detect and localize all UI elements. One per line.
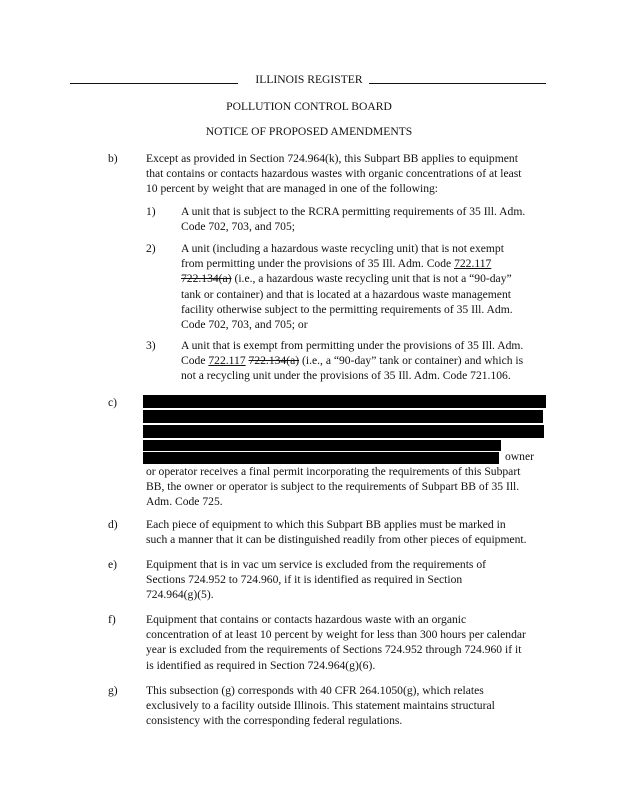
item-c-line: BB, the owner or operator is subject to the requirements of Subpart BB of 35 Ill.	[146, 480, 520, 494]
item-b2-line: tank or container) and that is located at a hazardous waste management	[181, 287, 511, 301]
item-d-line: Each piece of equipment to which this Subpart BB applies must be marked in	[146, 518, 506, 531]
item-d-text	[146, 517, 527, 547]
item-b2-line	[181, 271, 513, 286]
item-f-line: Equipment that contains or contacts hazardous waste with an organic	[146, 613, 467, 626]
item-b3-line2-post: (i.e., a “90-day” tank or container) and which is	[299, 354, 524, 368]
item-b1-text	[181, 204, 525, 234]
item-b2-line	[181, 256, 513, 271]
item-b1-line: A unit that is subject to the RCRA permitting requirements of 35 Ill. Adm.	[181, 205, 526, 218]
item-b-line: that contains or contacts hazardous wastes with organic concentrations of at least	[146, 167, 522, 181]
item-f-text	[146, 612, 526, 673]
item-b-text	[146, 151, 522, 197]
item-g-label: g)	[108, 684, 118, 697]
item-b3-line	[181, 353, 523, 368]
item-b3-line: A unit that is exempt from permitting under the provisions of 35 Ill. Adm.	[181, 339, 524, 352]
redaction-bar	[143, 395, 546, 408]
item-c-line5-tail: owner	[505, 450, 534, 463]
item-b3-line: not a recycling unit under the provisions of 35 Ill. Adm. Code 721.106.	[181, 369, 511, 383]
item-g-text	[146, 683, 495, 729]
item-d-line: such a manner that it can be distinguished readily from other pieces of equipment.	[146, 533, 527, 547]
item-b1-line: Code 702, 703, and 705;	[181, 220, 295, 234]
item-b2-line: facility otherwise subject to the permitting requirements of 35 Ill. Adm.	[181, 302, 513, 316]
item-c-text	[146, 464, 520, 510]
item-b2-line: A unit (including a hazardous waste recycling unit) that is not exempt	[181, 242, 504, 255]
item-f-line: concentration of at least 10 percent by weight for less than 300 hours per calendar	[146, 628, 526, 642]
item-d-label: d)	[108, 518, 118, 531]
item-g-line: This subsection (g) corresponds with 40 CFR 264.1050(g), which relates	[146, 684, 484, 697]
item-c-label: c)	[108, 396, 118, 409]
item-b2-line3-post: (i.e., a hazardous waste recycling unit that is not a “90-day”	[231, 272, 512, 286]
item-c-line: Adm. Code 725.	[146, 495, 223, 509]
item-e-label: e)	[108, 558, 118, 571]
register-title: ILLINOIS REGISTER	[255, 73, 363, 86]
item-b2-line: Code 702, 703, and 705; or	[181, 317, 308, 331]
deleted-text: 722.134(a)	[248, 354, 300, 368]
deleted-text: 722.134(a)	[181, 272, 232, 286]
inserted-text: 722.117	[208, 354, 246, 368]
item-b2-text	[181, 241, 513, 332]
inserted-text: 722.117	[454, 257, 492, 271]
item-b1-label: 1)	[146, 205, 156, 218]
item-e-text	[146, 557, 486, 603]
item-f-line: is identified as required in Section 724.964(g)(6).	[146, 658, 376, 672]
item-b-label: b)	[108, 152, 118, 165]
item-b3-text	[181, 338, 523, 384]
redaction-bar	[143, 452, 499, 464]
redaction-bar	[143, 410, 543, 423]
item-e-line: 724.964(g)(5).	[146, 588, 214, 602]
item-b3-label: 3)	[146, 339, 156, 352]
item-b2-line2-pre: from permitting under the provisions of 35 Ill. Adm. Code	[181, 257, 455, 271]
item-b3-line2-pre: Code	[181, 354, 209, 368]
item-f-label: f)	[108, 613, 116, 626]
item-e-line: Equipment that is in vac um service is excluded from the requirements of	[146, 558, 486, 571]
item-e-line: Sections 724.952 to 724.960, if it is identified as required in Section	[146, 573, 463, 587]
item-b-line: 10 percent by weight that are managed in one of the following:	[146, 182, 439, 196]
redaction-bar	[143, 440, 501, 451]
board-title: POLLUTION CONTROL BOARD	[226, 100, 392, 113]
item-g-line: exclusively to a facility outside Illinois. This statement maintains structural	[146, 699, 495, 713]
item-b-line: Except as provided in Section 724.964(k), this Subpart BB applies to equipment	[146, 152, 518, 165]
item-b2-label: 2)	[146, 242, 156, 255]
item-g-line: consistency with the corresponding federal regulations.	[146, 714, 403, 728]
item-f-line: year is excluded from the requirements of Sections 724.952 through 724.960 if it	[146, 643, 522, 657]
notice-title: NOTICE OF PROPOSED AMENDMENTS	[205, 125, 413, 138]
item-c-line: or operator receives a final permit incorporating the requirements of this Subpart	[146, 465, 521, 478]
redaction-bar	[143, 425, 544, 438]
